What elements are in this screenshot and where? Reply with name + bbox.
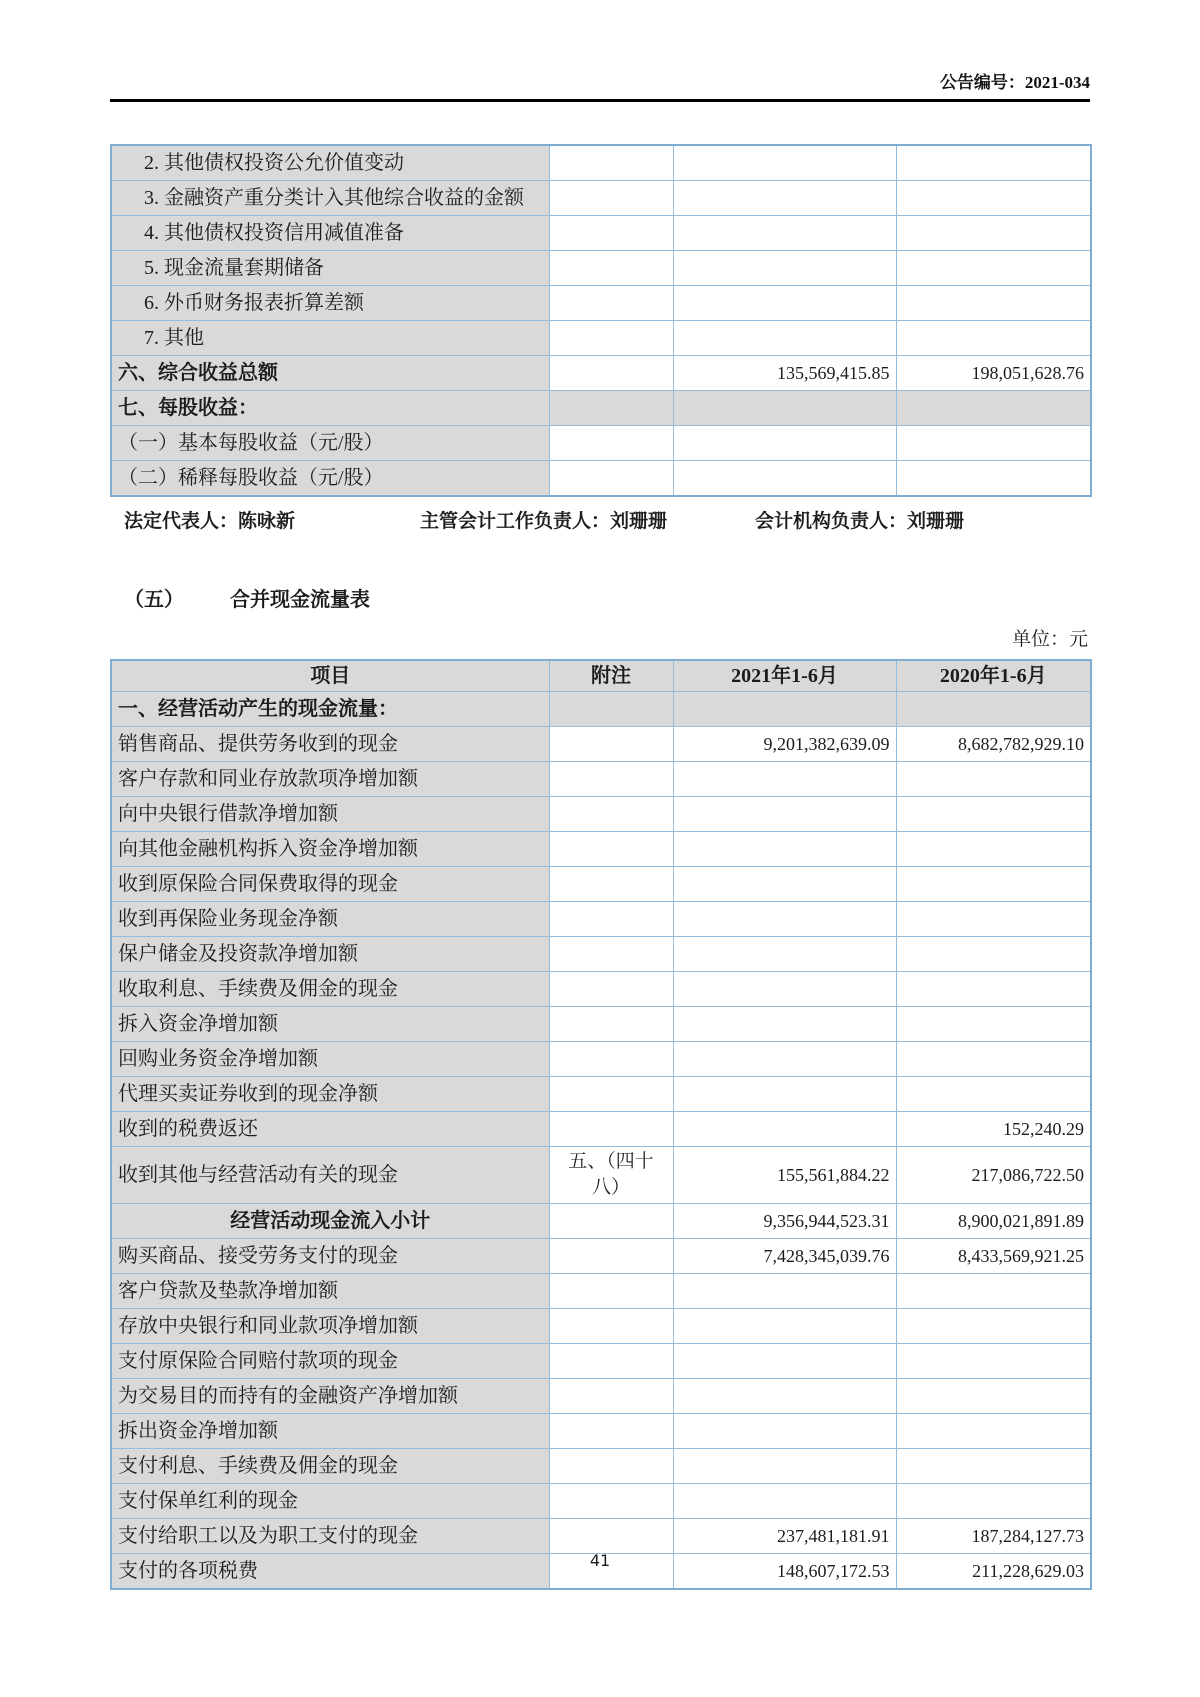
value-2020 — [896, 902, 1091, 937]
table-row — [111, 867, 1091, 902]
table-row — [111, 1077, 1091, 1112]
column-header-note: 附注 — [549, 660, 673, 692]
row-label: 拆入资金净增加额 — [111, 1007, 549, 1042]
row-label: 拆出资金净增加额 — [111, 1414, 549, 1449]
table-row — [111, 1007, 1091, 1042]
column-header-item: 项目 — [111, 660, 549, 692]
value-2021 — [673, 1309, 896, 1344]
value-2020 — [896, 867, 1091, 902]
row-note — [549, 216, 673, 251]
row-note — [549, 1519, 673, 1554]
value-2020 — [896, 321, 1091, 356]
table-row — [111, 1379, 1091, 1414]
value-2021 — [673, 426, 896, 461]
row-label: 收到原保险合同保费取得的现金 — [111, 867, 549, 902]
header-rule — [110, 99, 1090, 102]
row-label: 经营活动现金流入小计 — [111, 1204, 549, 1239]
table-row — [111, 181, 1091, 216]
cash-flow-table-body — [111, 692, 1091, 1590]
row-label: 5. 现金流量套期储备 — [111, 251, 549, 286]
value-2021 — [673, 1112, 896, 1147]
unit-label: 单位：元 — [1011, 629, 1088, 650]
value-2020: 152,240.29 — [896, 1112, 1091, 1147]
value-2021 — [673, 181, 896, 216]
value-2020: 211,228,629.03 — [896, 1554, 1091, 1590]
row-label: 支付的各项税费 — [111, 1554, 549, 1590]
row-label: 3. 金融资产重分类计入其他综合收益的金额 — [111, 181, 549, 216]
signature-line — [110, 506, 1090, 536]
table-row — [111, 321, 1091, 356]
value-2020 — [896, 1042, 1091, 1077]
row-note — [549, 426, 673, 461]
row-label: 七、每股收益： — [111, 391, 549, 426]
row-note — [549, 1239, 673, 1274]
row-note — [549, 937, 673, 972]
row-label: 向中央银行借款净增加额 — [111, 797, 549, 832]
value-2020 — [896, 832, 1091, 867]
value-2020 — [896, 797, 1091, 832]
value-2021 — [673, 286, 896, 321]
table-row — [111, 426, 1091, 461]
row-label: 客户贷款及垫款净增加额 — [111, 1274, 549, 1309]
value-2021 — [673, 1274, 896, 1309]
value-2020 — [896, 1344, 1091, 1379]
row-label: 支付给职工以及为职工支付的现金 — [111, 1519, 549, 1554]
value-2020 — [896, 972, 1091, 1007]
value-2020 — [896, 937, 1091, 972]
value-2020: 198,051,628.76 — [896, 356, 1091, 391]
table-row — [111, 832, 1091, 867]
value-2020 — [896, 1379, 1091, 1414]
row-note — [549, 867, 673, 902]
value-2020 — [896, 181, 1091, 216]
announcement-number: 公告编号：2021-034 — [939, 73, 1090, 92]
value-2021 — [673, 1077, 896, 1112]
row-note — [549, 391, 673, 426]
row-label: 六、综合收益总额 — [111, 356, 549, 391]
table-row — [111, 692, 1091, 727]
table-row — [111, 251, 1091, 286]
row-note — [549, 1112, 673, 1147]
value-2021: 237,481,181.91 — [673, 1519, 896, 1554]
value-2021 — [673, 972, 896, 1007]
row-label: 客户存款和同业存放款项净增加额 — [111, 762, 549, 797]
table-row — [111, 727, 1091, 762]
table-row — [111, 1042, 1091, 1077]
row-label: 为交易目的而持有的金融资产净增加额 — [111, 1379, 549, 1414]
row-label: 6. 外币财务报表折算差额 — [111, 286, 549, 321]
row-note: 五、（四十八） — [549, 1147, 673, 1204]
row-label: 收到其他与经营活动有关的现金 — [111, 1147, 549, 1204]
value-2021 — [673, 762, 896, 797]
value-2021: 9,201,382,639.09 — [673, 727, 896, 762]
value-2021 — [673, 1379, 896, 1414]
row-note — [549, 1344, 673, 1379]
table-row — [111, 1484, 1091, 1519]
value-2021 — [673, 867, 896, 902]
row-label: 回购业务资金净增加额 — [111, 1042, 549, 1077]
value-2020 — [896, 1077, 1091, 1112]
value-2020 — [896, 1484, 1091, 1519]
value-2020 — [896, 1007, 1091, 1042]
row-label: 4. 其他债权投资信用减值准备 — [111, 216, 549, 251]
value-2020 — [896, 426, 1091, 461]
section-index: （五） — [124, 589, 184, 611]
legal-representative: 法定代表人：陈咏新 — [124, 511, 296, 532]
table-row — [111, 797, 1091, 832]
row-note — [549, 902, 673, 937]
table-row — [111, 902, 1091, 937]
row-label: 存放中央银行和同业款项净增加额 — [111, 1309, 549, 1344]
table-row — [111, 1112, 1091, 1147]
row-note — [549, 1309, 673, 1344]
value-2020 — [896, 1274, 1091, 1309]
value-2021 — [673, 1414, 896, 1449]
value-2021 — [673, 321, 896, 356]
value-2020: 187,284,127.73 — [896, 1519, 1091, 1554]
table-row — [111, 1519, 1091, 1554]
row-label: 向其他金融机构拆入资金净增加额 — [111, 832, 549, 867]
row-note — [549, 1274, 673, 1309]
value-2020 — [896, 145, 1091, 181]
value-2021 — [673, 902, 896, 937]
column-header-2020: 2020年1-6月 — [896, 660, 1091, 692]
row-note — [549, 1379, 673, 1414]
value-2020 — [896, 286, 1091, 321]
row-note — [549, 797, 673, 832]
column-header-2021: 2021年1-6月 — [673, 660, 896, 692]
row-note — [549, 321, 673, 356]
row-note — [549, 181, 673, 216]
row-label: 支付原保险合同赔付款项的现金 — [111, 1344, 549, 1379]
value-2020: 8,433,569,921.25 — [896, 1239, 1091, 1274]
value-2020 — [896, 692, 1091, 727]
row-note — [549, 727, 673, 762]
table-row — [111, 461, 1091, 497]
value-2021 — [673, 692, 896, 727]
value-2021: 7,428,345,039.76 — [673, 1239, 896, 1274]
row-label: 收到的税费返还 — [111, 1112, 549, 1147]
table-row — [111, 391, 1091, 426]
value-2021 — [673, 937, 896, 972]
comprehensive-income-table-body — [111, 145, 1091, 496]
table-row — [111, 1274, 1091, 1309]
accounting-dept-head: 会计机构负责人：刘珊珊 — [755, 511, 965, 532]
value-2020: 217,086,722.50 — [896, 1147, 1091, 1204]
row-note — [549, 145, 673, 181]
value-2021: 135,569,415.85 — [673, 356, 896, 391]
row-note — [549, 1449, 673, 1484]
value-2020 — [896, 1449, 1091, 1484]
table-row — [111, 216, 1091, 251]
chief-accountant: 主管会计工作负责人：刘珊珊 — [420, 511, 668, 532]
row-label: 支付利息、手续费及佣金的现金 — [111, 1449, 549, 1484]
value-2021: 155,561,884.22 — [673, 1147, 896, 1204]
cash-flow-table — [110, 659, 1092, 1590]
row-note — [549, 1042, 673, 1077]
value-2020 — [896, 216, 1091, 251]
value-2020 — [896, 391, 1091, 426]
row-note — [549, 1007, 673, 1042]
table-row — [111, 1239, 1091, 1274]
row-note — [549, 1204, 673, 1239]
row-label: 一、经营活动产生的现金流量： — [111, 692, 549, 727]
row-label: 支付保单红利的现金 — [111, 1484, 549, 1519]
row-note — [549, 692, 673, 727]
row-note — [549, 1484, 673, 1519]
comprehensive-income-table — [110, 144, 1092, 497]
table-row — [111, 356, 1091, 391]
row-note — [549, 972, 673, 1007]
table-row — [111, 1344, 1091, 1379]
value-2021 — [673, 797, 896, 832]
value-2021 — [673, 1449, 896, 1484]
row-label: 保户储金及投资款净增加额 — [111, 937, 549, 972]
value-2020 — [896, 1309, 1091, 1344]
row-label: 销售商品、提供劳务收到的现金 — [111, 727, 549, 762]
table-row — [111, 937, 1091, 972]
table-row — [111, 286, 1091, 321]
value-2021 — [673, 391, 896, 426]
table-row — [111, 1309, 1091, 1344]
value-2020: 8,900,021,891.89 — [896, 1204, 1091, 1239]
value-2021 — [673, 145, 896, 181]
row-note — [549, 251, 673, 286]
row-label: （二）稀释每股收益（元/股） — [111, 461, 549, 497]
value-2021 — [673, 461, 896, 497]
table-row — [111, 972, 1091, 1007]
row-label: 收取利息、手续费及佣金的现金 — [111, 972, 549, 1007]
value-2021 — [673, 1007, 896, 1042]
row-label: 2. 其他债权投资公允价值变动 — [111, 145, 549, 181]
value-2020 — [896, 762, 1091, 797]
table-row — [111, 145, 1091, 181]
table-row — [111, 1147, 1091, 1204]
row-note — [549, 762, 673, 797]
row-label: 7. 其他 — [111, 321, 549, 356]
value-2020 — [896, 1414, 1091, 1449]
table-row — [111, 1449, 1091, 1484]
table-row — [111, 762, 1091, 797]
cash-flow-table-head — [111, 660, 1091, 692]
row-note — [549, 1414, 673, 1449]
value-2021 — [673, 1042, 896, 1077]
value-2021 — [673, 251, 896, 286]
row-label: 购买商品、接受劳务支付的现金 — [111, 1239, 549, 1274]
row-note — [549, 356, 673, 391]
value-2021: 9,356,944,523.31 — [673, 1204, 896, 1239]
value-2020 — [896, 251, 1091, 286]
section-name: 合并现金流量表 — [230, 589, 370, 611]
value-2020: 8,682,782,929.10 — [896, 727, 1091, 762]
value-2020 — [896, 461, 1091, 497]
value-2021 — [673, 1344, 896, 1379]
table-row — [111, 1414, 1091, 1449]
row-note — [549, 832, 673, 867]
value-2021 — [673, 832, 896, 867]
section-title — [124, 583, 370, 612]
row-note — [549, 461, 673, 497]
value-2021 — [673, 216, 896, 251]
row-note — [549, 286, 673, 321]
row-label: 收到再保险业务现金净额 — [111, 902, 549, 937]
row-note — [549, 1077, 673, 1112]
value-2021: 148,607,172.53 — [673, 1554, 896, 1590]
row-label: 代理买卖证券收到的现金净额 — [111, 1077, 549, 1112]
table-row — [111, 1204, 1091, 1239]
page-number: 41 — [589, 1551, 611, 1570]
value-2021 — [673, 1484, 896, 1519]
table-header-row — [111, 660, 1091, 692]
row-label: （一）基本每股收益（元/股） — [111, 426, 549, 461]
